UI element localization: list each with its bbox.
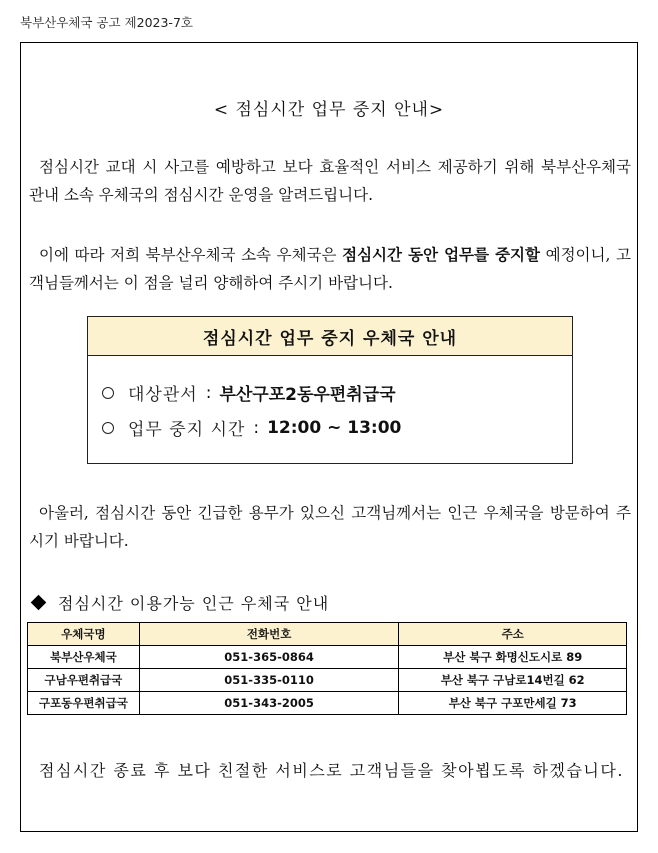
info-colon: : — [205, 382, 212, 403]
bullet-circle-icon — [102, 422, 114, 434]
info-label: 업무 중지 시간 — [128, 420, 246, 440]
nearby-section-label: 점심시간 이용가능 인근 우체국 안내 — [58, 594, 330, 613]
phone-cell: 051-335-0110 — [139, 669, 399, 692]
office-name-cell: 북부산우체국 — [28, 646, 140, 669]
notice-suffix: 예정이니, 고객님들께서는 이 점을 널리 양해하여 주시기 바랍니다. — [29, 246, 631, 292]
column-header: 전화번호 — [139, 623, 399, 646]
diamond-bullet-icon — [31, 595, 47, 611]
info-value: 부산구포2동우편취급국 — [219, 385, 396, 405]
table-row — [28, 646, 627, 669]
phone-cell: 051-365-0864 — [139, 646, 399, 669]
notice-number: 북부산우체국 공고 제2023-7호 — [20, 15, 193, 30]
info-box-heading: 점심시간 업무 중지 우체국 안내 — [88, 317, 572, 356]
document-frame — [20, 42, 638, 832]
page-title: < 점심시간 업무 중지 안내> — [213, 100, 445, 120]
notice-paragraph — [29, 241, 631, 297]
column-header: 우체국명 — [28, 623, 140, 646]
nearby-section-title — [27, 591, 329, 614]
info-label: 대상관서 — [128, 385, 198, 405]
urgent-text: 아울러, 점심시간 동안 긴급한 용무가 있으신 고객님께서는 인근 우체국을 방문하여 주시기 바랍니다. — [29, 504, 631, 550]
office-name-cell: 구남우편취급국 — [28, 669, 140, 692]
intro-paragraph — [29, 153, 631, 209]
bullet-circle-icon — [102, 387, 114, 399]
phone-cell: 051-343-2005 — [139, 692, 399, 715]
address-cell: 부산 북구 구남로14번길 62 — [399, 669, 627, 692]
closing-paragraph — [29, 755, 631, 786]
table-row — [28, 669, 627, 692]
column-header: 주소 — [399, 623, 627, 646]
address-cell: 부산 북구 화명신도시로 89 — [399, 646, 627, 669]
closing-text: 점심시간 종료 후 보다 친절한 서비스로 고객님들을 찾아뵙도록 하겠습니다. — [39, 761, 624, 780]
info-colon: : — [253, 417, 260, 438]
closure-info-box — [87, 316, 573, 464]
urgent-paragraph — [29, 499, 631, 555]
notice-bold-text: 점심시간 동안 업무를 중지할 — [342, 246, 540, 264]
table-row — [28, 692, 627, 715]
info-row-time — [102, 415, 401, 440]
info-value: 12:00 ~ 13:00 — [267, 417, 402, 438]
table-header-row — [28, 623, 627, 646]
info-row-office — [102, 380, 396, 405]
address-cell: 부산 북구 구포만세길 73 — [399, 692, 627, 715]
notice-prefix: 이에 따라 저희 북부산우체국 소속 우체국은 — [39, 246, 343, 264]
nearby-offices-table — [27, 622, 627, 715]
intro-text: 점심시간 교대 시 사고를 예방하고 보다 효율적인 서비스 제공하기 위해 북부산우체국 관내 소속 우체국의 점심시간 운영을 알려드립니다. — [29, 158, 631, 204]
office-name-cell: 구포동우편취급국 — [28, 692, 140, 715]
